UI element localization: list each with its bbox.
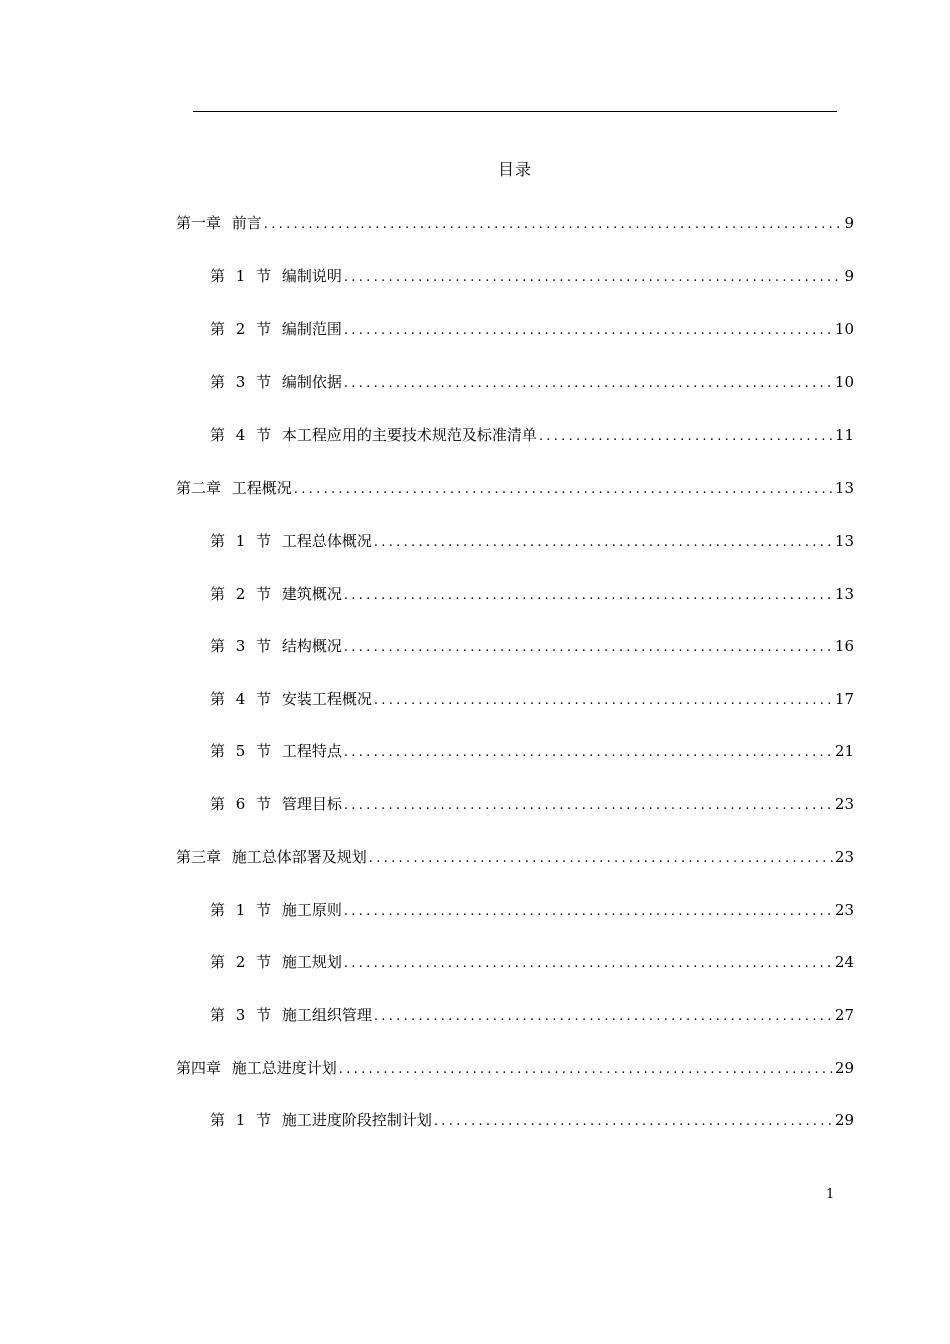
toc-entry[interactable]	[210, 951, 854, 973]
toc-entry-leader	[342, 795, 833, 815]
toc-entry-page: 23	[834, 848, 854, 866]
toc-entry-label: 第 1 节 施工进度阶段控制计划	[210, 1111, 432, 1129]
toc-entry-label: 第 1 节 编制说明	[210, 267, 342, 285]
toc-entry-label: 第 4 节 本工程应用的主要技术规范及标准清单	[210, 426, 537, 444]
toc-entry-page: 21	[834, 742, 854, 760]
toc-entry-leader	[372, 1006, 833, 1026]
footer-page-number: 1	[826, 1187, 835, 1202]
toc-title: 目录	[497, 160, 532, 179]
toc-entry[interactable]	[210, 899, 854, 921]
toc-entry-leader	[342, 320, 833, 340]
toc-entry-page: 10	[834, 320, 854, 338]
toc-entry-leader	[342, 267, 843, 287]
toc-entry-page: 23	[834, 795, 854, 813]
toc-entry-label: 第 3 节 结构概况	[210, 637, 342, 655]
toc-entry-label: 第三章 施工总体部署及规划	[176, 848, 367, 866]
toc-entry-leader	[342, 585, 833, 605]
toc-entry-label: 第 1 节 工程总体概况	[210, 532, 372, 550]
toc-entry[interactable]	[210, 265, 854, 287]
toc-entry-page: 24	[834, 953, 854, 971]
toc-entry[interactable]	[210, 688, 854, 710]
toc-entry[interactable]	[210, 583, 854, 605]
toc-entry-label: 第 2 节 编制范围	[210, 320, 342, 338]
toc-entry-page: 13	[834, 532, 854, 550]
toc-entry[interactable]	[210, 318, 854, 340]
toc-entry-page: 23	[834, 901, 854, 919]
toc-entry[interactable]	[176, 1057, 854, 1079]
toc-entry-label: 第 2 节 施工规划	[210, 953, 342, 971]
toc-entry-leader	[337, 1059, 833, 1079]
toc-entry-label: 第 5 节 工程特点	[210, 742, 342, 760]
toc-entry[interactable]	[210, 793, 854, 815]
toc-entry-label: 第四章 施工总进度计划	[176, 1059, 337, 1077]
toc-entry-page: 9	[844, 214, 854, 232]
toc-entry-page: 29	[834, 1059, 854, 1077]
toc-entry[interactable]	[210, 1109, 854, 1131]
toc-entry[interactable]	[176, 212, 854, 234]
toc-entry-leader	[342, 742, 833, 762]
toc-entry-page: 16	[834, 637, 854, 655]
toc-entry-leader	[372, 532, 833, 552]
toc-entry-leader	[537, 426, 833, 446]
toc-entry[interactable]	[210, 1004, 854, 1026]
toc-entry-leader	[262, 214, 843, 234]
toc-entry-label: 第 3 节 编制依据	[210, 373, 342, 391]
toc-entry-page: 29	[834, 1111, 854, 1129]
toc-entry-leader	[342, 953, 833, 973]
toc-entry-leader	[342, 637, 833, 657]
toc-entry-page: 13	[834, 479, 854, 497]
toc-entry-label: 第 4 节 安装工程概况	[210, 690, 372, 708]
toc-entry[interactable]	[176, 846, 854, 868]
toc-entry[interactable]	[210, 371, 854, 393]
toc-entry-label: 第二章 工程概况	[176, 479, 292, 497]
toc-entry[interactable]	[210, 424, 854, 446]
toc-entry-page: 27	[834, 1006, 854, 1024]
toc-entry-leader	[342, 901, 833, 921]
toc-entry-leader	[292, 479, 833, 499]
toc-entry-label: 第 3 节 施工组织管理	[210, 1006, 372, 1024]
toc-entry-leader	[342, 373, 833, 393]
toc-entry[interactable]	[210, 530, 854, 552]
toc-entry-page: 9	[844, 267, 854, 285]
toc-entry-page: 17	[834, 690, 854, 708]
toc-entry-label: 第一章 前言	[176, 214, 262, 232]
toc-entry-leader	[372, 690, 833, 710]
toc-entry[interactable]	[210, 635, 854, 657]
toc-entry-leader	[432, 1111, 833, 1131]
toc-entry[interactable]	[210, 740, 854, 762]
toc-entry[interactable]	[176, 477, 854, 499]
toc-entry-page: 13	[834, 585, 854, 603]
toc-entry-label: 第 6 节 管理目标	[210, 795, 342, 813]
toc-entry-label: 第 2 节 建筑概况	[210, 585, 342, 603]
toc-entry-page: 11	[834, 426, 854, 444]
toc-entry-label: 第 1 节 施工原则	[210, 901, 342, 919]
toc-entry-leader	[367, 848, 833, 868]
toc-entry-page: 10	[834, 373, 854, 391]
